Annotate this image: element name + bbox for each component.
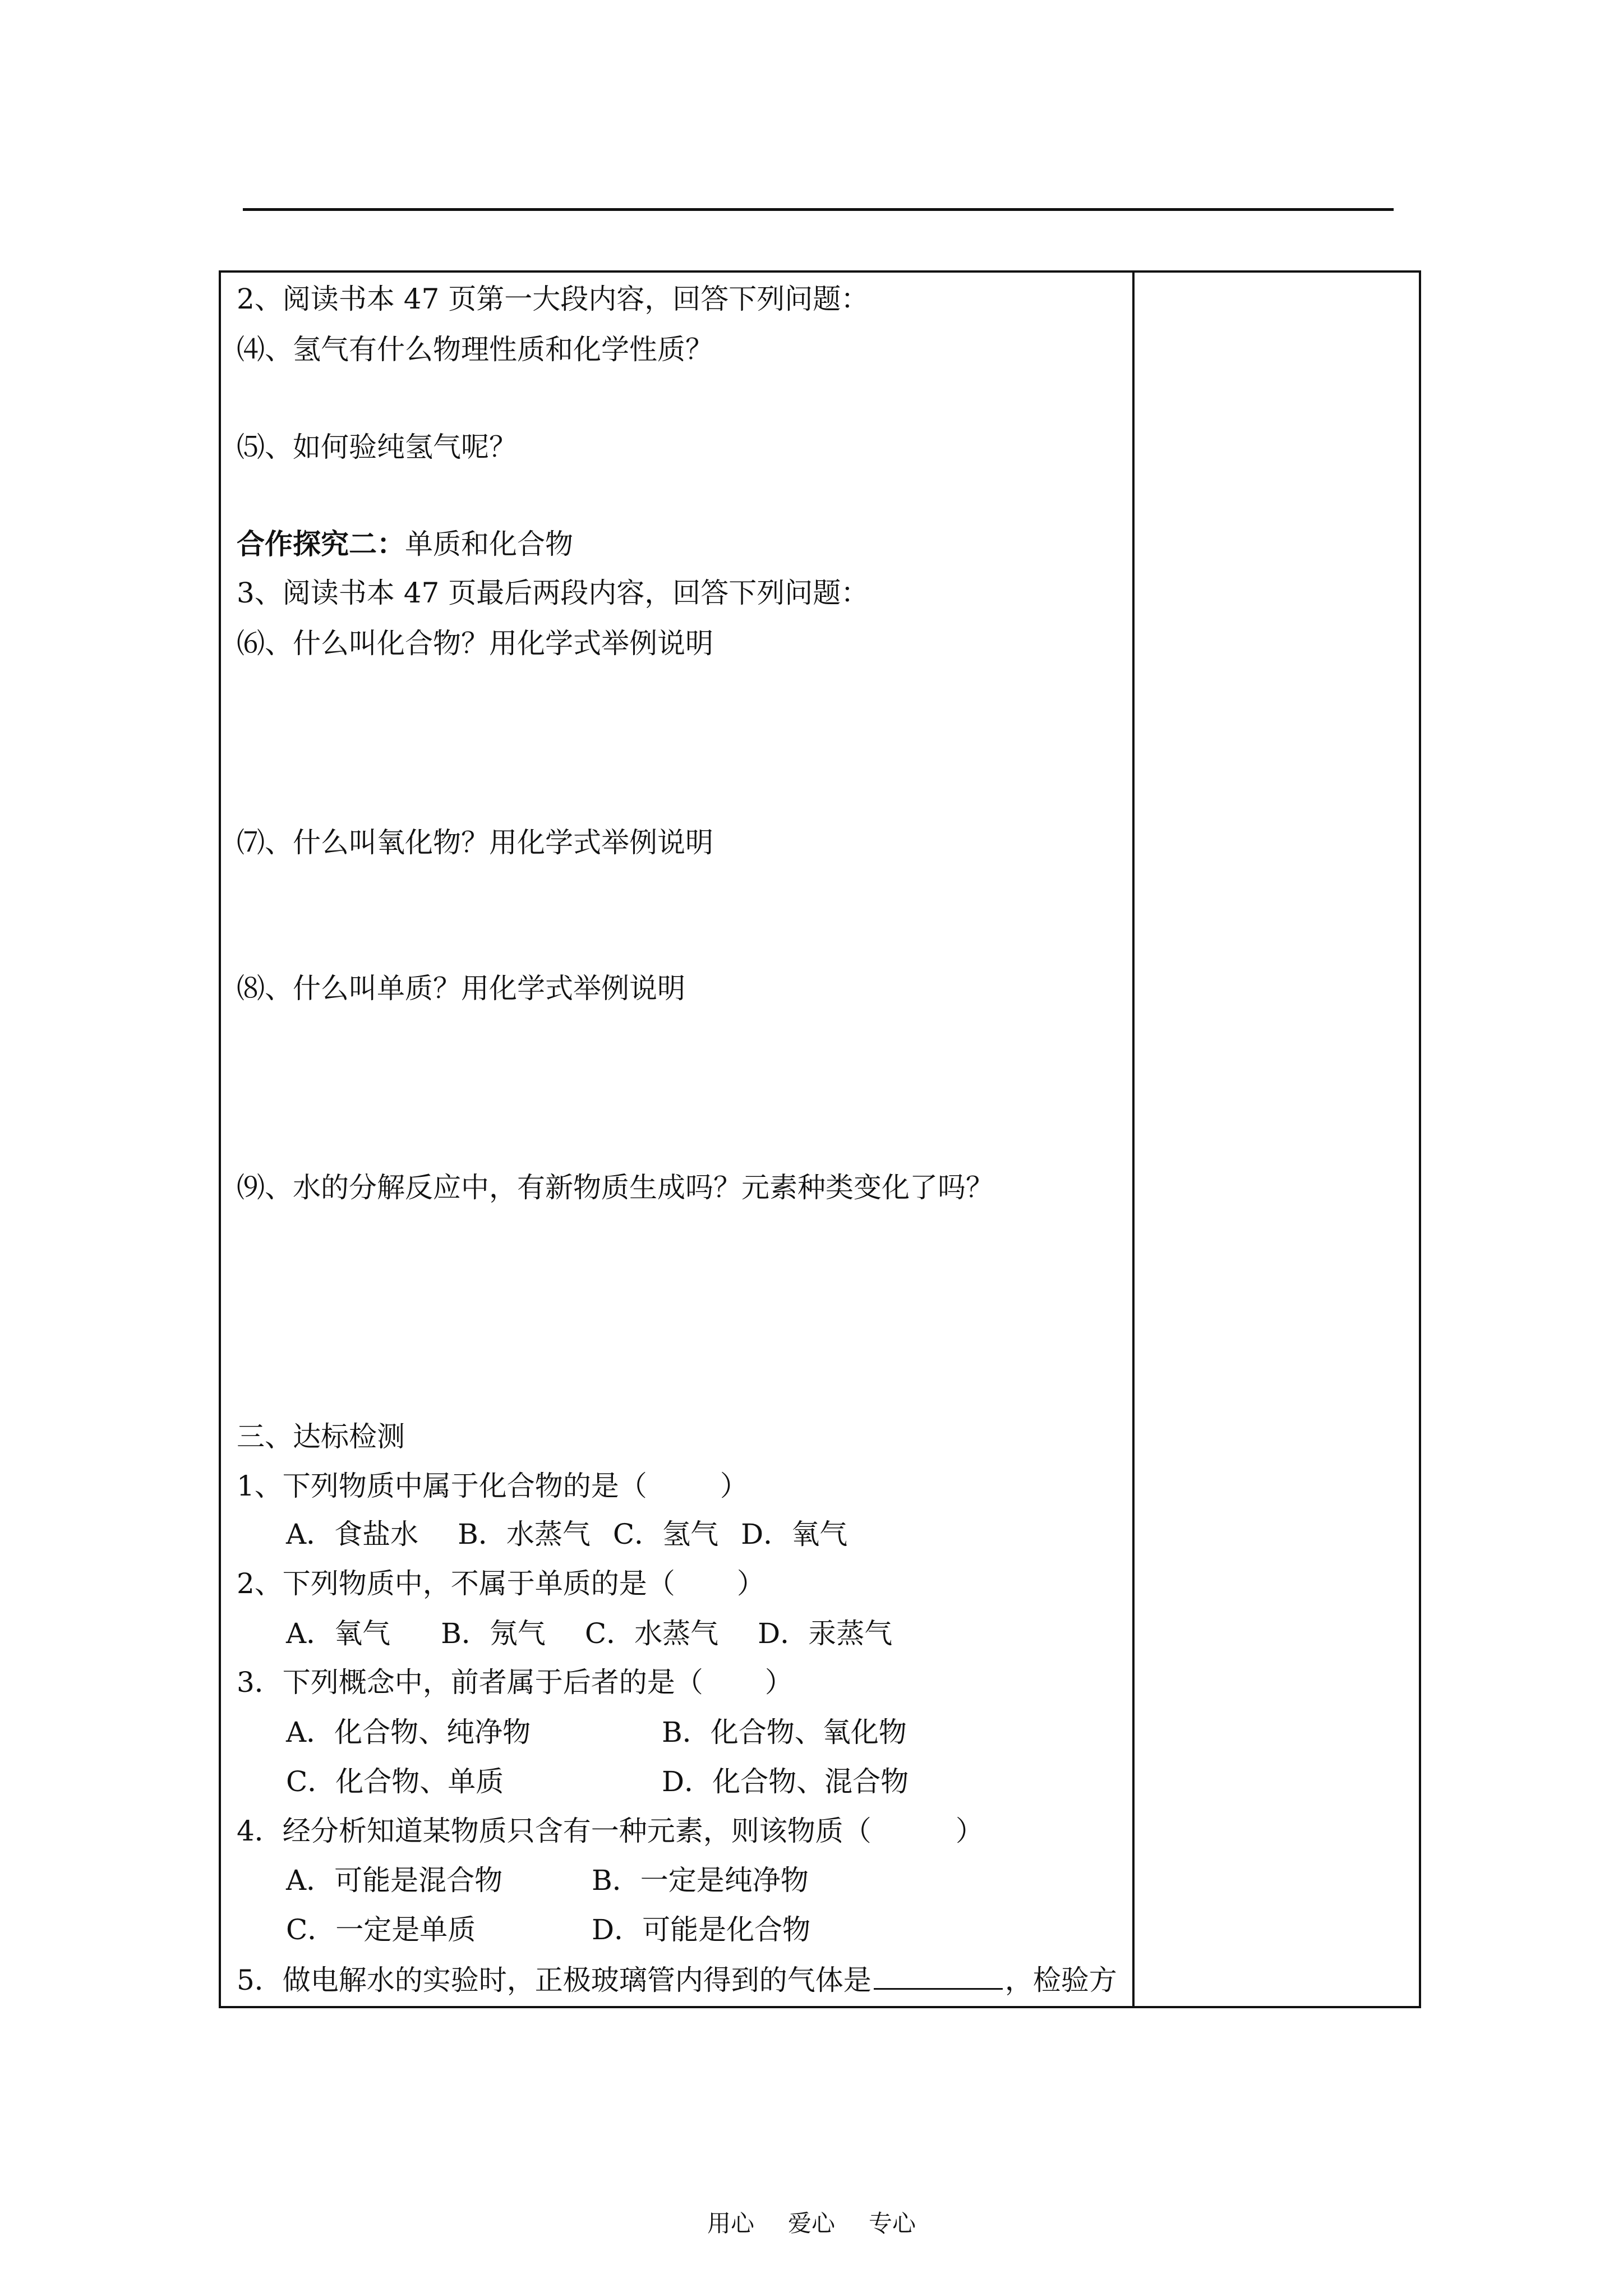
- mcq-1-option-d: D．氧气: [741, 1518, 848, 1550]
- mcq-2-option-d: D．汞蒸气: [758, 1617, 893, 1650]
- mcq-1-option-c: C．氢气: [612, 1518, 719, 1550]
- mcq-2-option-c: C．水蒸气: [584, 1617, 719, 1650]
- mcq-2-stem: [237, 1567, 765, 1600]
- notes-column-divider: [1132, 270, 1135, 2008]
- mcq-3-stem: [237, 1665, 793, 1699]
- fill-in-5-stem-text: 5．做电解水的实验时，正极玻璃管内得到的气体是: [237, 1964, 872, 1996]
- footer-word-2: 爱心: [787, 2210, 835, 2237]
- fill-in-5-stem-rest: ，检验方: [1004, 1964, 1117, 1996]
- mcq-1-options: [286, 1517, 847, 1551]
- mcq-4-option-d: D．可能是化合物: [592, 1913, 811, 1946]
- mcq-2-stem-close: ）: [736, 1567, 765, 1600]
- question-7: ⑺、什么叫氧化物？用化学式举例说明: [237, 826, 713, 859]
- question-9: ⑼、水的分解反应中，有新物质生成吗？元素种类变化了吗？: [237, 1171, 994, 1204]
- mcq-2-option-b: B．氖气: [441, 1617, 546, 1650]
- mcq-3-stem-close: ）: [764, 1666, 793, 1699]
- mcq-1-stem-close: ）: [720, 1470, 748, 1502]
- mcq-4-option-c: C．一定是单质: [286, 1913, 476, 1946]
- question-5: ⑸、如何验纯氢气呢？: [237, 431, 517, 463]
- mcq-1-option-b: B．水蒸气: [458, 1518, 591, 1550]
- fill-in-5-stem: [237, 1963, 1117, 1997]
- footer-word-3: 专心: [869, 2210, 916, 2237]
- inquiry-2-topic: 单质和化合物: [405, 528, 573, 560]
- mcq-4-options-row2: [286, 1913, 810, 1947]
- mcq-1-stem-text: 1、下列物质中属于化合物的是（: [237, 1470, 647, 1502]
- mcq-3-stem-text: 3．下列概念中，前者属于后者的是（: [237, 1666, 703, 1699]
- question-3-intro: 3、阅读书本 47 页最后两段内容，回答下列问题：: [237, 577, 869, 609]
- mcq-3-options-row1: [286, 1715, 907, 1749]
- mcq-3-option-b: B．化合物、氧化物: [662, 1716, 907, 1749]
- mcq-2-options: [286, 1617, 892, 1650]
- mcq-2-option-a: A．氧气: [286, 1617, 391, 1650]
- mcq-4-stem-text: 4．经分析知道某物质只含有一种元素，则该物质（: [237, 1815, 872, 1847]
- mcq-1-option-a: A．食盐水: [286, 1518, 419, 1550]
- mcq-4-options-row1: [286, 1864, 809, 1897]
- mcq-2-stem-text: 2、下列物质中，不属于单质的是（: [237, 1567, 675, 1600]
- mcq-3-option-a: A．化合物、纯净物: [286, 1716, 531, 1749]
- header-rule: [243, 208, 1394, 211]
- inquiry-2-title: [237, 527, 573, 561]
- mcq-1-stem: [237, 1469, 748, 1503]
- check-heading: 三、达标检测: [237, 1420, 405, 1453]
- page-footer: [0, 2209, 1623, 2238]
- question-6: ⑹、什么叫化合物？用化学式举例说明: [237, 627, 713, 660]
- mcq-4-option-a: A．可能是混合物: [286, 1864, 503, 1897]
- mcq-4-stem: [237, 1814, 984, 1848]
- question-8: ⑻、什么叫单质？用化学式举例说明: [237, 972, 685, 1005]
- question-4: ⑷、氢气有什么物理性质和化学性质？: [237, 333, 713, 366]
- inquiry-2-label: 合作探究二：: [237, 527, 405, 560]
- question-2-intro: 2、阅读书本 47 页第一大段内容，回答下列问题：: [237, 283, 869, 315]
- mcq-4-stem-close: ）: [955, 1815, 984, 1847]
- mcq-4-option-b: B．一定是纯净物: [592, 1864, 809, 1897]
- fill-in-5-blank[interactable]: [874, 1963, 1003, 1990]
- mcq-3-option-c: C．化合物、单质: [286, 1765, 504, 1798]
- mcq-3-option-d: D．化合物、混合物: [662, 1765, 909, 1798]
- mcq-3-options-row2: [286, 1765, 909, 1798]
- footer-word-1: 用心: [707, 2210, 754, 2237]
